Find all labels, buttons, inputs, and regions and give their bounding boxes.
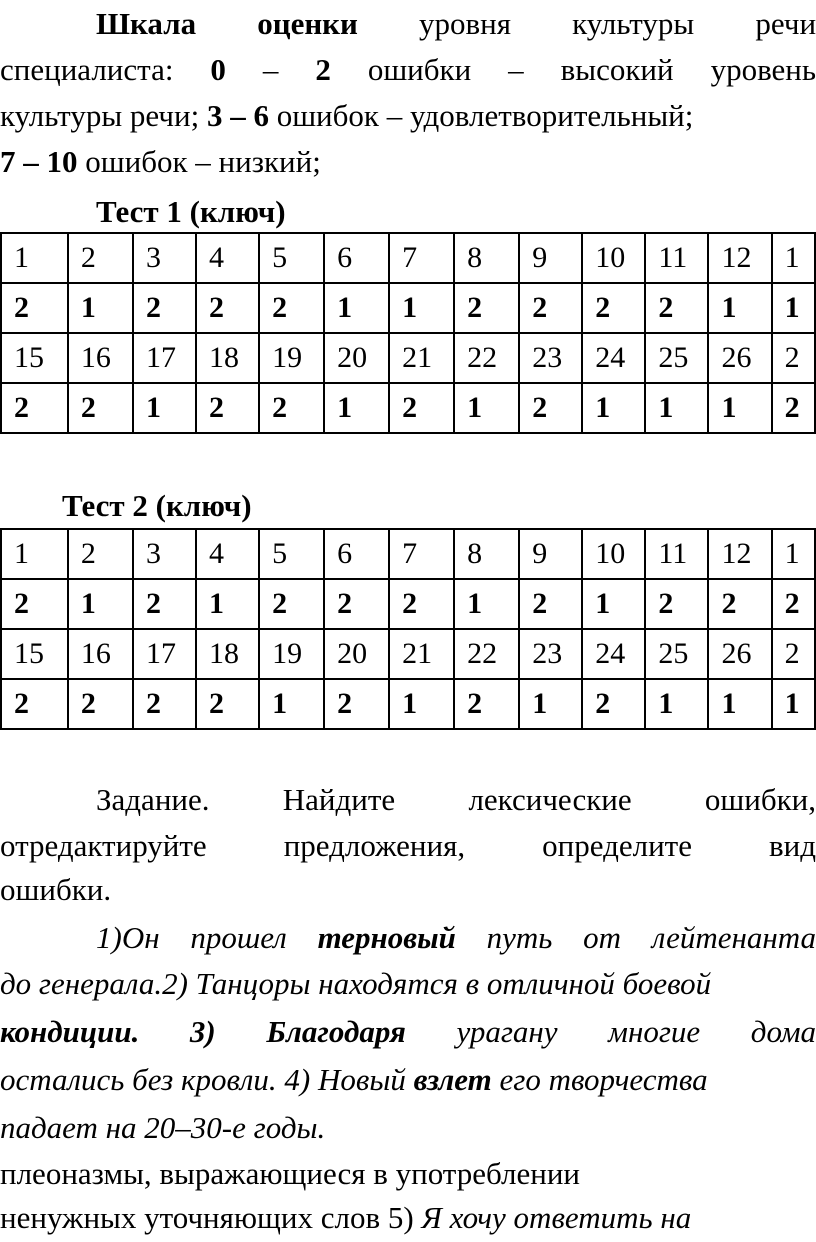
- text: ошибки,: [704, 782, 816, 817]
- question-number-cell: 2: [68, 233, 133, 283]
- text: падает на 20–30-е годы.: [0, 1110, 326, 1145]
- text: Задание.: [96, 782, 210, 817]
- question-number-cell: 24: [582, 629, 645, 679]
- answer-cell: 1: [454, 579, 519, 629]
- example-line-4: [0, 1056, 816, 1104]
- text: отредактируйте: [0, 828, 207, 863]
- answer-cell: 1: [68, 579, 133, 629]
- text: урагану: [456, 1014, 558, 1049]
- answer-cell: 2: [133, 283, 196, 333]
- question-number-cell: 3: [133, 233, 196, 283]
- question-number-cell: 6: [324, 233, 389, 283]
- text: лексические: [468, 782, 632, 817]
- answer-cell: 2: [389, 579, 454, 629]
- question-number-cell: 25: [645, 333, 708, 383]
- answer-cell: 1: [645, 679, 708, 729]
- answer-cell: 2: [133, 679, 196, 729]
- answer-cell: 1: [454, 383, 519, 433]
- question-number-cell: 1: [772, 233, 815, 283]
- question-number-cell: 26: [708, 333, 771, 383]
- text: Я хочу ответить на: [421, 1200, 692, 1235]
- answer-cell: 2: [772, 579, 815, 629]
- question-number-cell: 8: [454, 233, 519, 283]
- example-line-6: плеоназмы, выражающиеся в употреблении: [0, 1156, 580, 1191]
- text: до генерала.2) Танцоры находятся в отличной боевой: [0, 966, 712, 1001]
- text: ошибки: [367, 52, 472, 87]
- answer-cell: 1: [389, 679, 454, 729]
- example-line-1: [0, 914, 816, 962]
- text: его творчества: [499, 1062, 708, 1097]
- question-number-cell: 1: [1, 233, 68, 283]
- text: ошибок – удовлетворительный;: [276, 98, 694, 133]
- answer-cell: 2: [1, 679, 68, 729]
- question-number-cell: 8: [454, 529, 519, 579]
- answer-row: [1, 579, 815, 629]
- question-number-cell: 20: [324, 333, 389, 383]
- question-number-row: [1, 529, 815, 579]
- answer-cell: 1: [324, 383, 389, 433]
- question-number-cell: 7: [389, 233, 454, 283]
- text: определите: [542, 828, 692, 863]
- answer-cell: 2: [68, 679, 133, 729]
- answer-cell: 2: [772, 383, 815, 433]
- answer-cell: 1: [519, 679, 582, 729]
- answer-cell: 2: [645, 579, 708, 629]
- scale-line-3: [0, 92, 816, 140]
- question-number-cell: 23: [519, 333, 582, 383]
- text: многие: [608, 1014, 701, 1049]
- question-number-cell: 3: [133, 529, 196, 579]
- answer-cell: 1: [582, 383, 645, 433]
- answer-cell: 2: [454, 283, 519, 333]
- question-number-cell: 2: [68, 529, 133, 579]
- text: –: [508, 52, 524, 87]
- test2-key-table: [0, 528, 816, 730]
- text: от: [583, 920, 622, 955]
- highlighted-word: Благодаря: [266, 1014, 406, 1049]
- answer-row: [1, 383, 815, 433]
- task-line-1: [0, 776, 816, 824]
- answer-cell: 2: [1, 283, 68, 333]
- text: дома: [750, 1014, 816, 1049]
- answer-cell: 2: [645, 283, 708, 333]
- question-number-cell: 12: [708, 529, 771, 579]
- question-number-cell: 18: [196, 333, 259, 383]
- text: путь: [486, 920, 553, 955]
- answer-cell: 2: [133, 579, 196, 629]
- question-number-row: [1, 233, 815, 283]
- answer-cell: 2: [324, 679, 389, 729]
- question-number-cell: 21: [389, 629, 454, 679]
- test1-key-table: [0, 232, 816, 434]
- text: уровень: [710, 52, 816, 87]
- answer-cell: 1: [324, 283, 389, 333]
- answer-cell: 2: [519, 383, 582, 433]
- answer-cell: 2: [454, 679, 519, 729]
- text: речи: [755, 6, 816, 41]
- test2-title: Тест 2 (ключ): [62, 488, 252, 523]
- answer-cell: 2: [1, 383, 68, 433]
- highlighted-word: 3): [189, 1014, 216, 1049]
- question-number-cell: 1: [772, 529, 815, 579]
- text: специалиста:: [0, 52, 174, 87]
- question-number-cell: 19: [259, 629, 324, 679]
- answer-cell: 2: [196, 383, 259, 433]
- question-number-cell: 26: [708, 629, 771, 679]
- answer-cell: 1: [772, 679, 815, 729]
- answer-cell: 2: [1, 579, 68, 629]
- question-number-cell: 11: [645, 529, 708, 579]
- task-line-3: ошибки.: [0, 872, 112, 907]
- example-line-3: [0, 1008, 816, 1056]
- question-number-cell: 17: [133, 333, 196, 383]
- question-number-cell: 2: [772, 333, 815, 383]
- text: –: [262, 52, 279, 87]
- scale-line-2: [0, 46, 816, 94]
- question-number-cell: 21: [389, 333, 454, 383]
- answer-cell: 2: [519, 283, 582, 333]
- scale-bold: 3 – 6: [206, 98, 269, 133]
- text: ненужных уточняющих слов 5): [0, 1200, 414, 1235]
- question-number-cell: 9: [519, 529, 582, 579]
- answer-cell: 1: [133, 383, 196, 433]
- question-number-cell: 16: [68, 333, 133, 383]
- question-number-cell: 7: [389, 529, 454, 579]
- question-number-cell: 10: [582, 529, 645, 579]
- highlighted-word: терновый: [317, 920, 456, 955]
- answer-cell: 2: [324, 579, 389, 629]
- question-number-cell: 5: [259, 529, 324, 579]
- question-number-cell: 20: [324, 629, 389, 679]
- answer-cell: 2: [582, 679, 645, 729]
- example-line-7: [0, 1194, 816, 1242]
- question-number-cell: 2: [772, 629, 815, 679]
- question-number-cell: 16: [68, 629, 133, 679]
- scale-bold: Шкала: [96, 6, 197, 41]
- question-number-cell: 1: [1, 529, 68, 579]
- question-number-cell: 24: [582, 333, 645, 383]
- text: Найдите: [282, 782, 396, 817]
- answer-cell: 1: [645, 383, 708, 433]
- answer-cell: 1: [708, 679, 771, 729]
- answer-cell: 2: [259, 383, 324, 433]
- highlighted-word: кондиции.: [0, 1014, 140, 1049]
- question-number-cell: 25: [645, 629, 708, 679]
- question-number-cell: 15: [1, 333, 68, 383]
- answer-cell: 2: [68, 383, 133, 433]
- answer-cell: 1: [259, 679, 324, 729]
- answer-cell: 2: [708, 579, 771, 629]
- text: лейтенанта: [651, 920, 816, 955]
- example-line-2: [0, 960, 816, 1008]
- example-line-5: [0, 1104, 816, 1152]
- answer-cell: 2: [259, 579, 324, 629]
- task-line-2: [0, 822, 816, 870]
- answer-cell: 1: [389, 283, 454, 333]
- text: предложения,: [283, 828, 466, 863]
- text: остались без кровли. 4) Новый: [0, 1062, 406, 1097]
- answer-cell: 2: [196, 679, 259, 729]
- scale-line-4: [0, 138, 816, 186]
- answer-row: [1, 283, 815, 333]
- text: уровня: [419, 6, 512, 41]
- question-number-cell: 5: [259, 233, 324, 283]
- scale-bold: 7 – 10: [0, 144, 78, 179]
- test1-title: Тест 1 (ключ): [96, 194, 286, 229]
- scale-bold: 0: [210, 52, 226, 87]
- question-number-row: [1, 333, 815, 383]
- question-number-cell: 17: [133, 629, 196, 679]
- question-number-cell: 6: [324, 529, 389, 579]
- question-number-cell: 4: [196, 233, 259, 283]
- question-number-row: [1, 629, 815, 679]
- question-number-cell: 19: [259, 333, 324, 383]
- highlighted-word: взлет: [413, 1062, 492, 1097]
- text: высокий: [560, 52, 674, 87]
- text: вид: [769, 828, 816, 863]
- answer-cell: 2: [519, 579, 582, 629]
- answer-cell: 2: [389, 383, 454, 433]
- question-number-cell: 22: [454, 333, 519, 383]
- question-number-cell: 22: [454, 629, 519, 679]
- text: ошибок – низкий;: [85, 144, 321, 179]
- text: прошел: [190, 920, 287, 955]
- text: культуры речи;: [0, 98, 200, 133]
- answer-cell: 1: [708, 383, 771, 433]
- question-number-cell: 9: [519, 233, 582, 283]
- scale-line-1: [0, 0, 816, 48]
- question-number-cell: 12: [708, 233, 771, 283]
- answer-cell: 1: [708, 283, 771, 333]
- answer-cell: 1: [772, 283, 815, 333]
- question-number-cell: 11: [645, 233, 708, 283]
- question-number-cell: 4: [196, 529, 259, 579]
- question-number-cell: 23: [519, 629, 582, 679]
- answer-row: [1, 679, 815, 729]
- scale-bold: оценки: [257, 6, 358, 41]
- answer-cell: 1: [582, 579, 645, 629]
- answer-cell: 1: [196, 579, 259, 629]
- question-number-cell: 10: [582, 233, 645, 283]
- answer-cell: 2: [259, 283, 324, 333]
- answer-cell: 2: [582, 283, 645, 333]
- text: культуры: [572, 6, 695, 41]
- question-number-cell: 15: [1, 629, 68, 679]
- scale-bold: 2: [315, 52, 331, 87]
- answer-cell: 2: [196, 283, 259, 333]
- answer-cell: 1: [68, 283, 133, 333]
- text: 1)Он: [96, 920, 160, 955]
- question-number-cell: 18: [196, 629, 259, 679]
